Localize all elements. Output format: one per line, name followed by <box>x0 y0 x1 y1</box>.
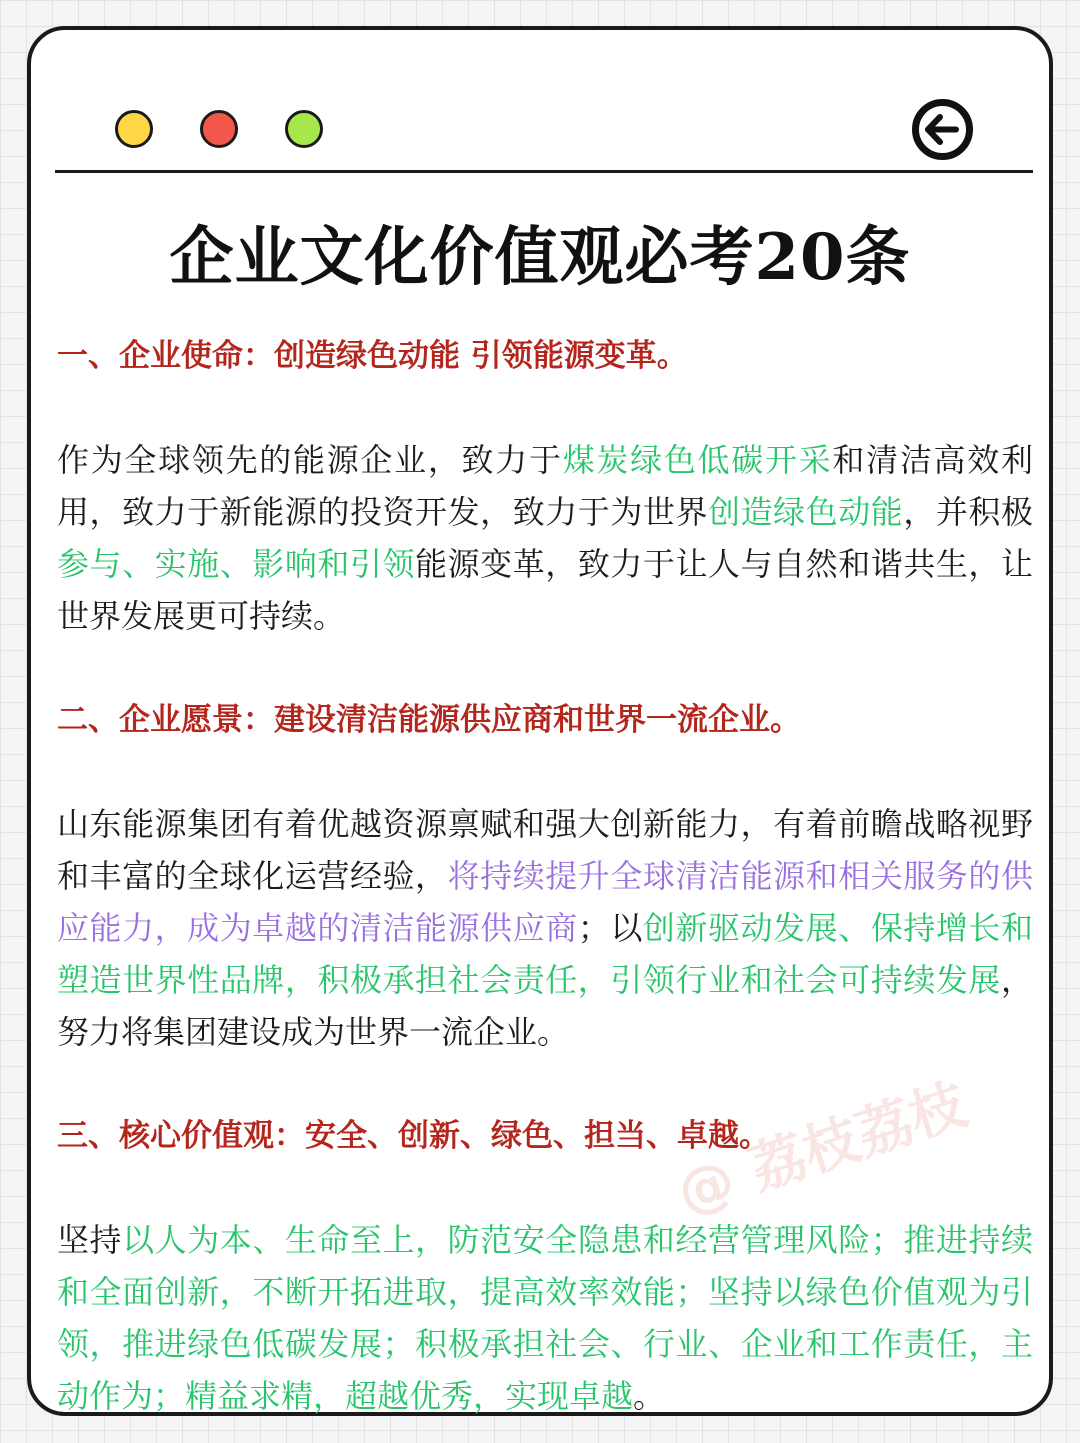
text-run: ；以 <box>577 909 643 947</box>
highlight-run: 创新驱动发展、保持增长和塑造世界性品牌，积极承担社会责任，引领行业和社会可持续发展 <box>57 909 1033 999</box>
page-title: 企业文化价值观必考20条 <box>169 220 911 295</box>
back-arrow-icon[interactable] <box>911 98 974 161</box>
red-window-dot <box>200 110 238 148</box>
highlight-run: 煤炭绿色低碳开采 <box>562 441 833 479</box>
highlight-run: 参与、实施、影响和引领 <box>57 545 416 583</box>
highlight-run: 以人为本、生命至上，防范安全隐患和经营管理风险；推进持续和全面创新，不断开拓进取，提高效率效能；坚持以绿色价值观为引领，推进绿色低碳发展；积极承担社会、行业、企业和工作责任，主动作为；精益求精，超越优秀，实现卓越 <box>57 1221 1033 1415</box>
yellow-window-dot <box>115 110 153 148</box>
section-2-heading: 二、企业愿景：建设清洁能源供应商和世界一流企业。 <box>57 702 801 738</box>
text-run: 坚持 <box>57 1221 123 1259</box>
highlight-run: 将持续提升全球清洁能源和相关服务的供应能力，成为卓越的清洁能源供应商 <box>57 857 1033 947</box>
section-3-body <box>57 1214 1033 1422</box>
section-1-heading: 一、企业使命：创造绿色动能 引领能源变革。 <box>57 338 688 374</box>
green-window-dot <box>285 110 323 148</box>
text-run: 。 <box>633 1377 666 1415</box>
text-run: 能源变革，致力于让人与自然和谐共生，让世界发展更可持续。 <box>57 545 1033 635</box>
content <box>57 330 1033 1422</box>
text-run: ，并积极 <box>903 493 1033 531</box>
section-2-body <box>57 798 1033 1058</box>
section-3-heading: 三、核心价值观：安全、创新、绿色、担当、卓越。 <box>57 1118 770 1154</box>
section-1-body <box>57 434 1033 642</box>
text-run: 作为全球领先的能源企业，致力于 <box>57 441 563 479</box>
header-divider <box>55 170 1033 173</box>
text-run: 和清洁高效利用，致力于新能源的投资开发，致力于为世界 <box>57 441 1033 531</box>
watermark: @ 荔枝荔枝 <box>669 1072 975 1227</box>
content-card <box>27 26 1053 1416</box>
text-run: 山东能源集团有着优越资源禀赋和强大创新能力，有着前瞻战略视野和丰富的全球化运营经验， <box>57 805 1033 895</box>
text-run: ，努力将集团建设成为世界一流企业。 <box>57 961 1033 1051</box>
highlight-run: 创造绿色动能 <box>708 493 904 531</box>
